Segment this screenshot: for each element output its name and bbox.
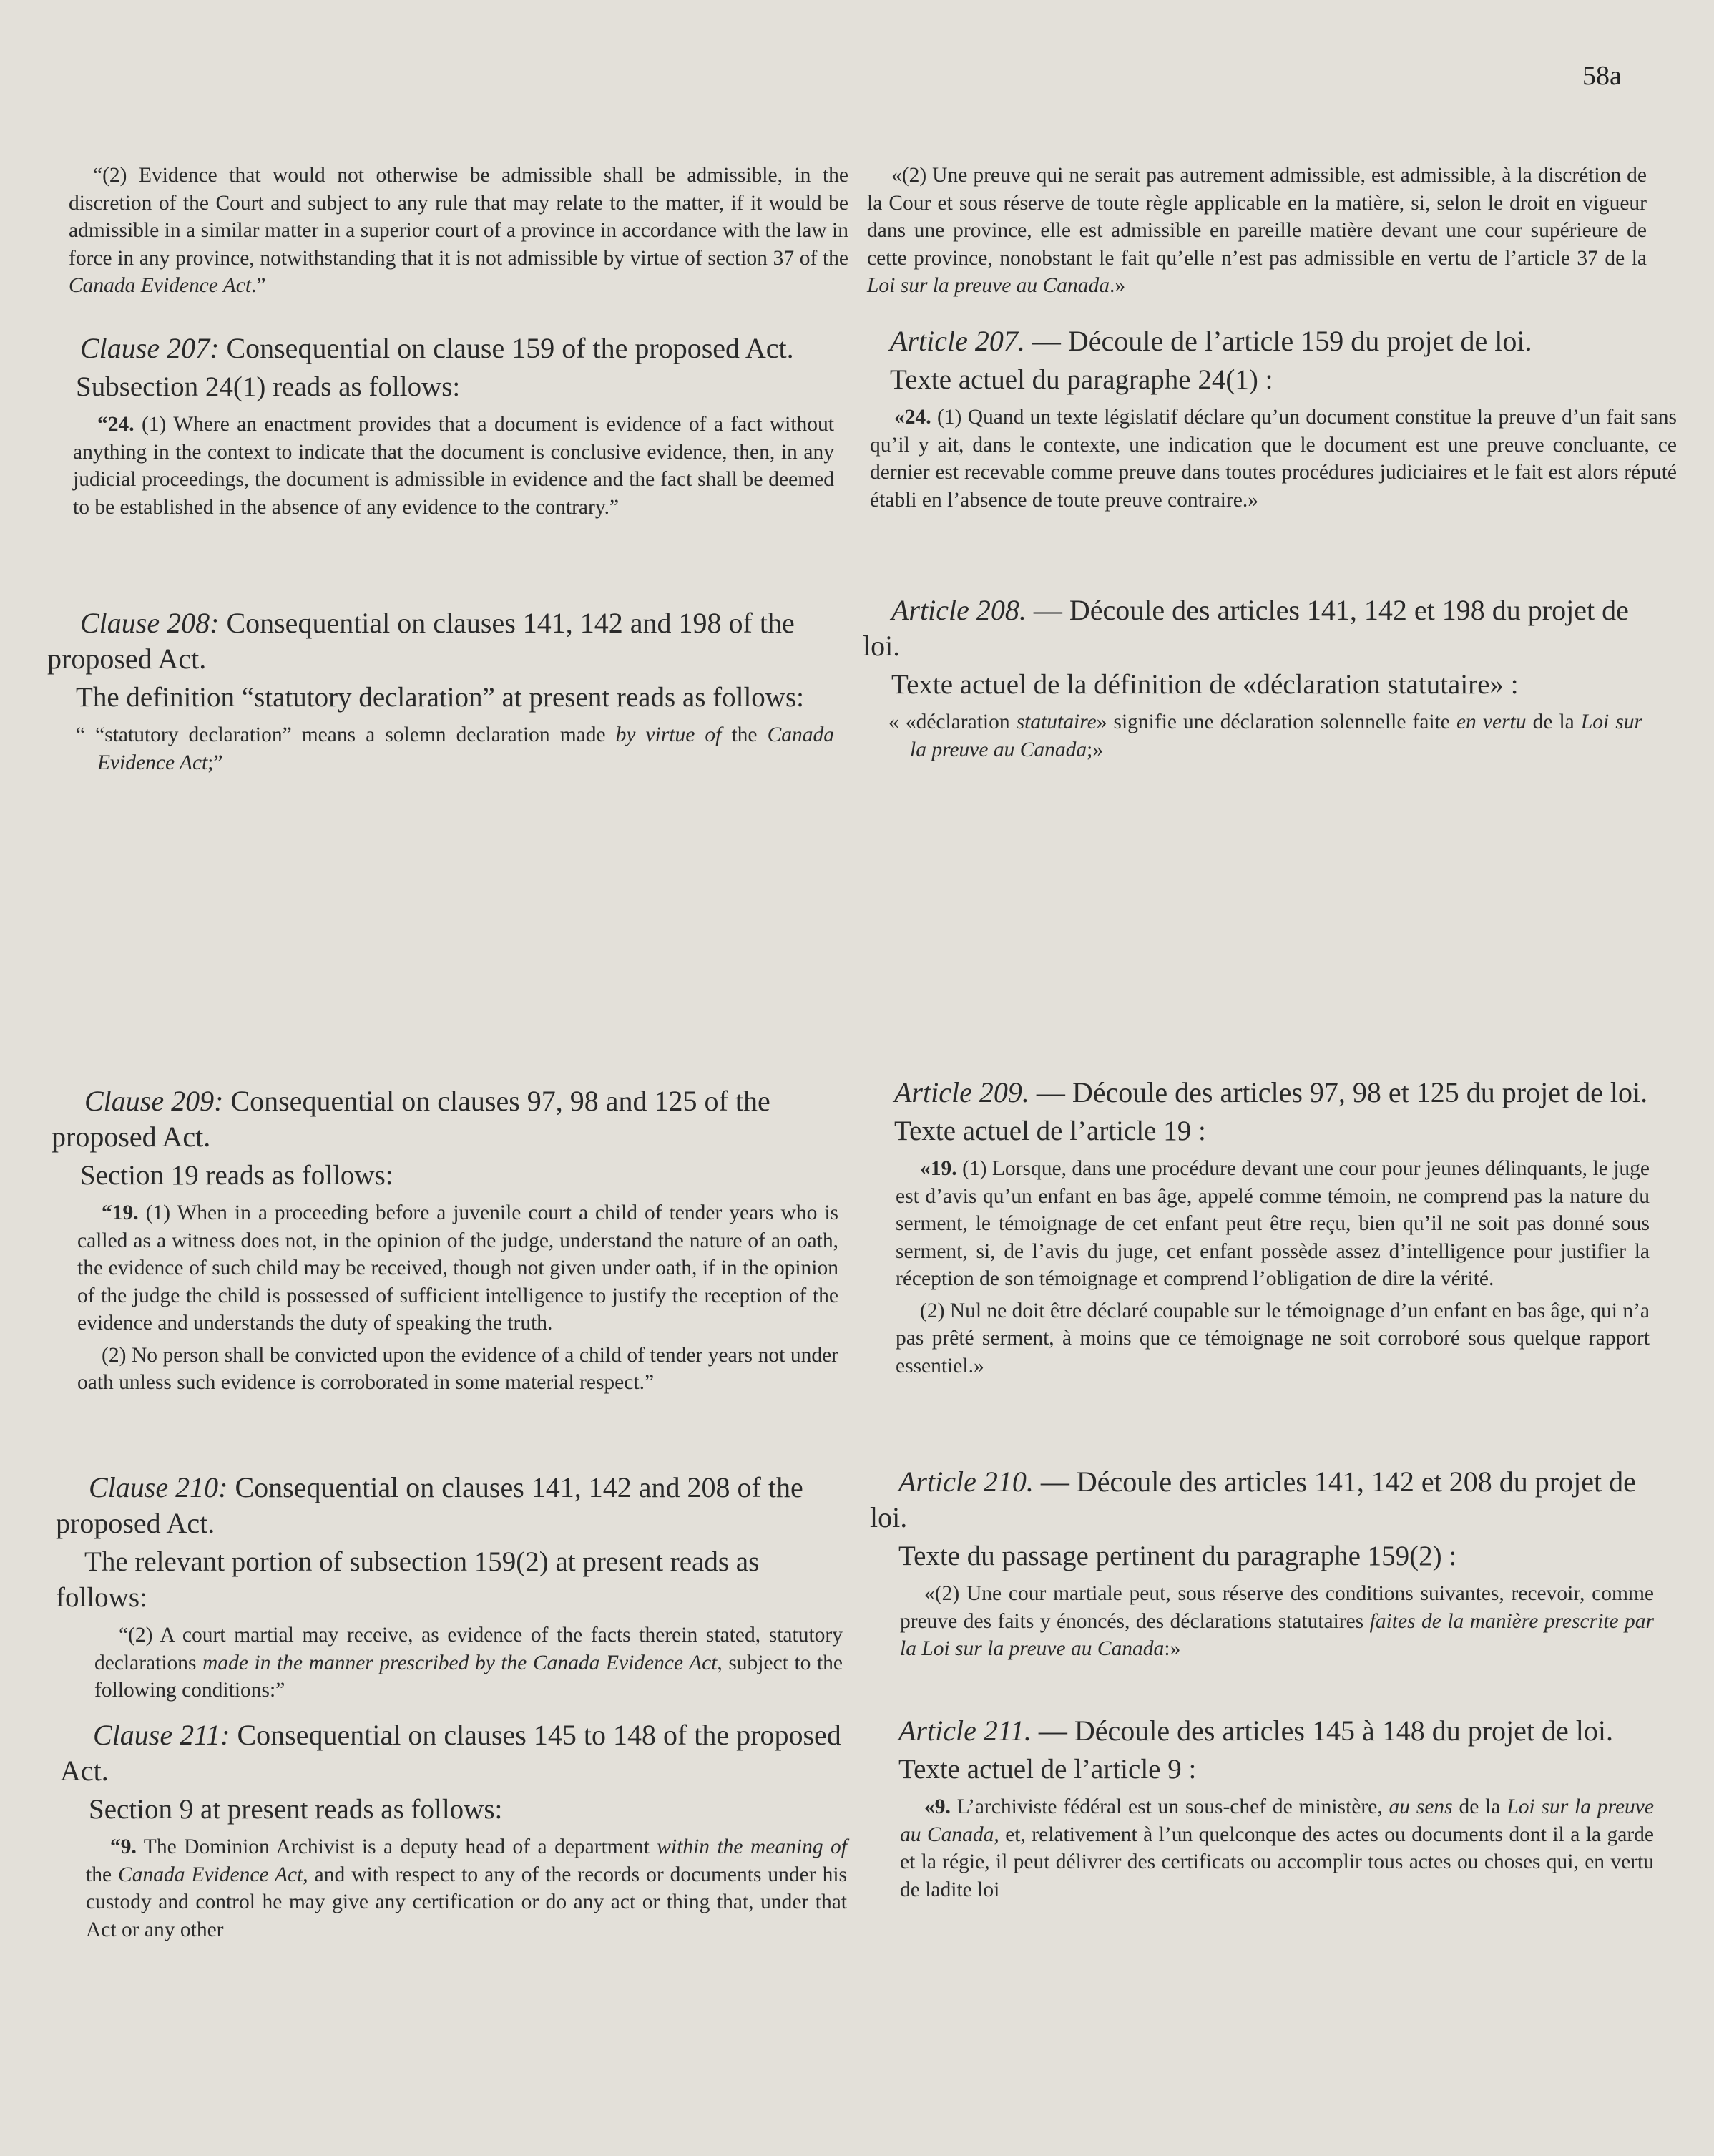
quote-paragraph: «19. (1) Lorsque, dans une procédure devant une cour pour jeunes délinquants, le juge est d’avis qu’un enfant en bas âge, appelé comme témoin, ne comprend pas la nature du serment, le témoignage de cet enfant peut être reçu, bien qu’il ne soit pas donné sous serment, si, de l’avis du juge, cet enfant possède assez d’intelligence pour justifier la réception de son témoignage et comprend l’obligation de dire la vérité. — [896, 1157, 1650, 1290]
page-number: 58a — [1582, 61, 1622, 91]
article-heading: Article 210. — Découle des articles 141, 142 et 208 du projet de loi. — [870, 1465, 1636, 1533]
article-subheading: Texte actuel de la définition de «déclaration statutaire» : — [891, 669, 1519, 700]
article-208 — [863, 592, 1642, 764]
carryover-block-en — [69, 156, 848, 300]
clause-210 — [56, 1470, 843, 1704]
clause-subheading: The relevant portion of subsection 159(2) at present reads as follows: — [56, 1546, 760, 1613]
article-subheading: Texte actuel de l’article 19 : — [894, 1116, 1206, 1146]
article-209 — [866, 1075, 1650, 1380]
clause-heading: Clause 211: Consequential on clauses 145 to 148 of the proposed Act. — [60, 1719, 841, 1787]
clause-subheading: Section 19 reads as follows: — [80, 1160, 393, 1191]
clause-209 — [52, 1083, 838, 1397]
article-heading: Article 208. — Découle des articles 141, 142 et 198 du projet de loi. — [863, 594, 1629, 662]
quote-paragraph: “(2) Evidence that would not otherwise be admissible shall be admissible, in the discretion of the Court and subject to any rule that may relate to the matter, if it would be admissible in a similar matter in a superior court of a province in accordance with the law in force in any province, notwithstanding that it is not admissible by virtue of section 37 of the Canada Evidence Act.” — [69, 164, 848, 297]
article-subheading: Texte actuel du paragraphe 24(1) : — [890, 364, 1273, 395]
article-210 — [870, 1464, 1654, 1663]
clause-heading: Clause 208: Consequential on clauses 141, 142 and 198 of the proposed Act. — [47, 607, 795, 675]
quote-paragraph: «9. L’archiviste fédéral est un sous-chef de ministère, au sens de la Loi sur la preuve au Canada, et, relativement à l’un quelconque des actes ou documents dont il a la garde et la régie, il peut délivrer des certificats ou accomplir tous actes ou choses qui, en vertu de ladite loi — [900, 1795, 1654, 1901]
article-207 — [870, 323, 1677, 514]
quote-paragraph: « «déclaration statutaire» signifie une déclaration solennelle faite en vertu de la Loi sur la preuve au Canada;» — [888, 711, 1642, 761]
quote-paragraph: “9. The Dominion Archivist is a deputy head of a department within the meaning of the Canada Evidence Act, and with respect to any of the records or documents under his custody and control he may give any certification or do any act or thing that, under that Act or any other — [86, 1835, 847, 1941]
quote-paragraph: (2) No person shall be convicted upon the evidence of a child of tender years not under oath unless such evidence is corroborated in some material respect.” — [77, 1343, 838, 1394]
article-subheading: Texte actuel de l’article 9 : — [898, 1754, 1197, 1785]
quote-paragraph: «(2) Une cour martiale peut, sous réserve des conditions suivantes, recevoir, comme preuve des faits y énoncés, des déclarations statutaires faites de la manière prescrite par la Loi sur la preuve au Canada:» — [900, 1582, 1654, 1660]
clause-heading: Clause 207: Consequential on clause 159 of the proposed Act. — [80, 332, 794, 364]
article-heading: Article 207. — Découle de l’article 159 du projet de loi. — [890, 325, 1532, 357]
quote-paragraph: “24. (1) Where an enactment provides that a document is evidence of a fact without anything in the context to indicate that the document is conclusive evidence, then, in any judicial proceedings, the document is admissible in evidence and the fact shall be deemed to be established in the absence of any evidence to the contrary.” — [73, 413, 834, 519]
clause-subheading: Section 9 at present reads as follows: — [89, 1794, 503, 1825]
quote-paragraph: “ “statutory declaration” means a solemn declaration made by virtue of the Canada Evidence Act;” — [76, 723, 834, 774]
carryover-block-fr — [867, 156, 1647, 300]
quote-paragraph: “(2) A court martial may receive, as evidence of the facts therein stated, statutory declarations made in the manner prescribed by the Canada Evidence Act, subject to the following conditions:” — [94, 1624, 843, 1702]
clause-subheading: The definition “statutory declaration” at present reads as follows: — [76, 682, 804, 713]
clause-208 — [47, 605, 834, 776]
article-heading: Article 209. — Découle des articles 97, 98 et 125 du projet de loi. — [894, 1076, 1648, 1108]
quote-paragraph: “19. (1) When in a proceeding before a juvenile court a child of tender years who is called as a witness does not, in the opinion of the judge, understand the nature of an oath, the evidence of such child may be received, though not given under oath, if in the opinion of the judge the child is possessed of sufficient intelligence to justify the reception of the evidence and understands the duty of speaking the truth. — [77, 1201, 838, 1335]
clause-heading: Clause 209: Consequential on clauses 97, 98 and 125 of the proposed Act. — [52, 1085, 770, 1153]
article-211 — [870, 1713, 1654, 1903]
article-heading: Article 211. — Découle des articles 145 à 148 du projet de loi. — [898, 1714, 1613, 1747]
quote-paragraph: «24. (1) Quand un texte législatif déclare qu’un document constitue la preuve d’un fait sans qu’il y ait, dans le contexte, une indication que le document est une preuve concluante, ce dernier est recevable comme preuve dans toutes procédures judiciaires et le fait est alors réputé établi en l’absence de toute preuve contraire.» — [870, 406, 1677, 512]
clause-heading: Clause 210: Consequential on clauses 141, 142 and 208 of the proposed Act. — [56, 1471, 803, 1539]
clause-subheading: Subsection 24(1) reads as follows: — [76, 371, 461, 402]
quote-paragraph: (2) Nul ne doit être déclaré coupable sur le témoignage d’un enfant en bas âge, qui n’a pas prêté serment, à moins que ce témoignage ne soit corroboré sous quelque rapport essentiel.» — [896, 1299, 1650, 1377]
article-subheading: Texte du passage pertinent du paragraphe 159(2) : — [898, 1541, 1457, 1571]
quote-paragraph: «(2) Une preuve qui ne serait pas autrement admissible, est admissible, à la discrétion de la Cour et sous réserve de toute règle applicable en la matière, si, selon le droit en vigueur dans une province, elle est admissible en pareille matière devant une cour supérieure de cette province, nonobstant le fait qu’elle n’est pas admissible en vertu de l’article 37 de la Loi sur la preuve au Canada.» — [867, 164, 1647, 297]
clause-211 — [60, 1717, 847, 1943]
clause-207 — [47, 331, 834, 521]
